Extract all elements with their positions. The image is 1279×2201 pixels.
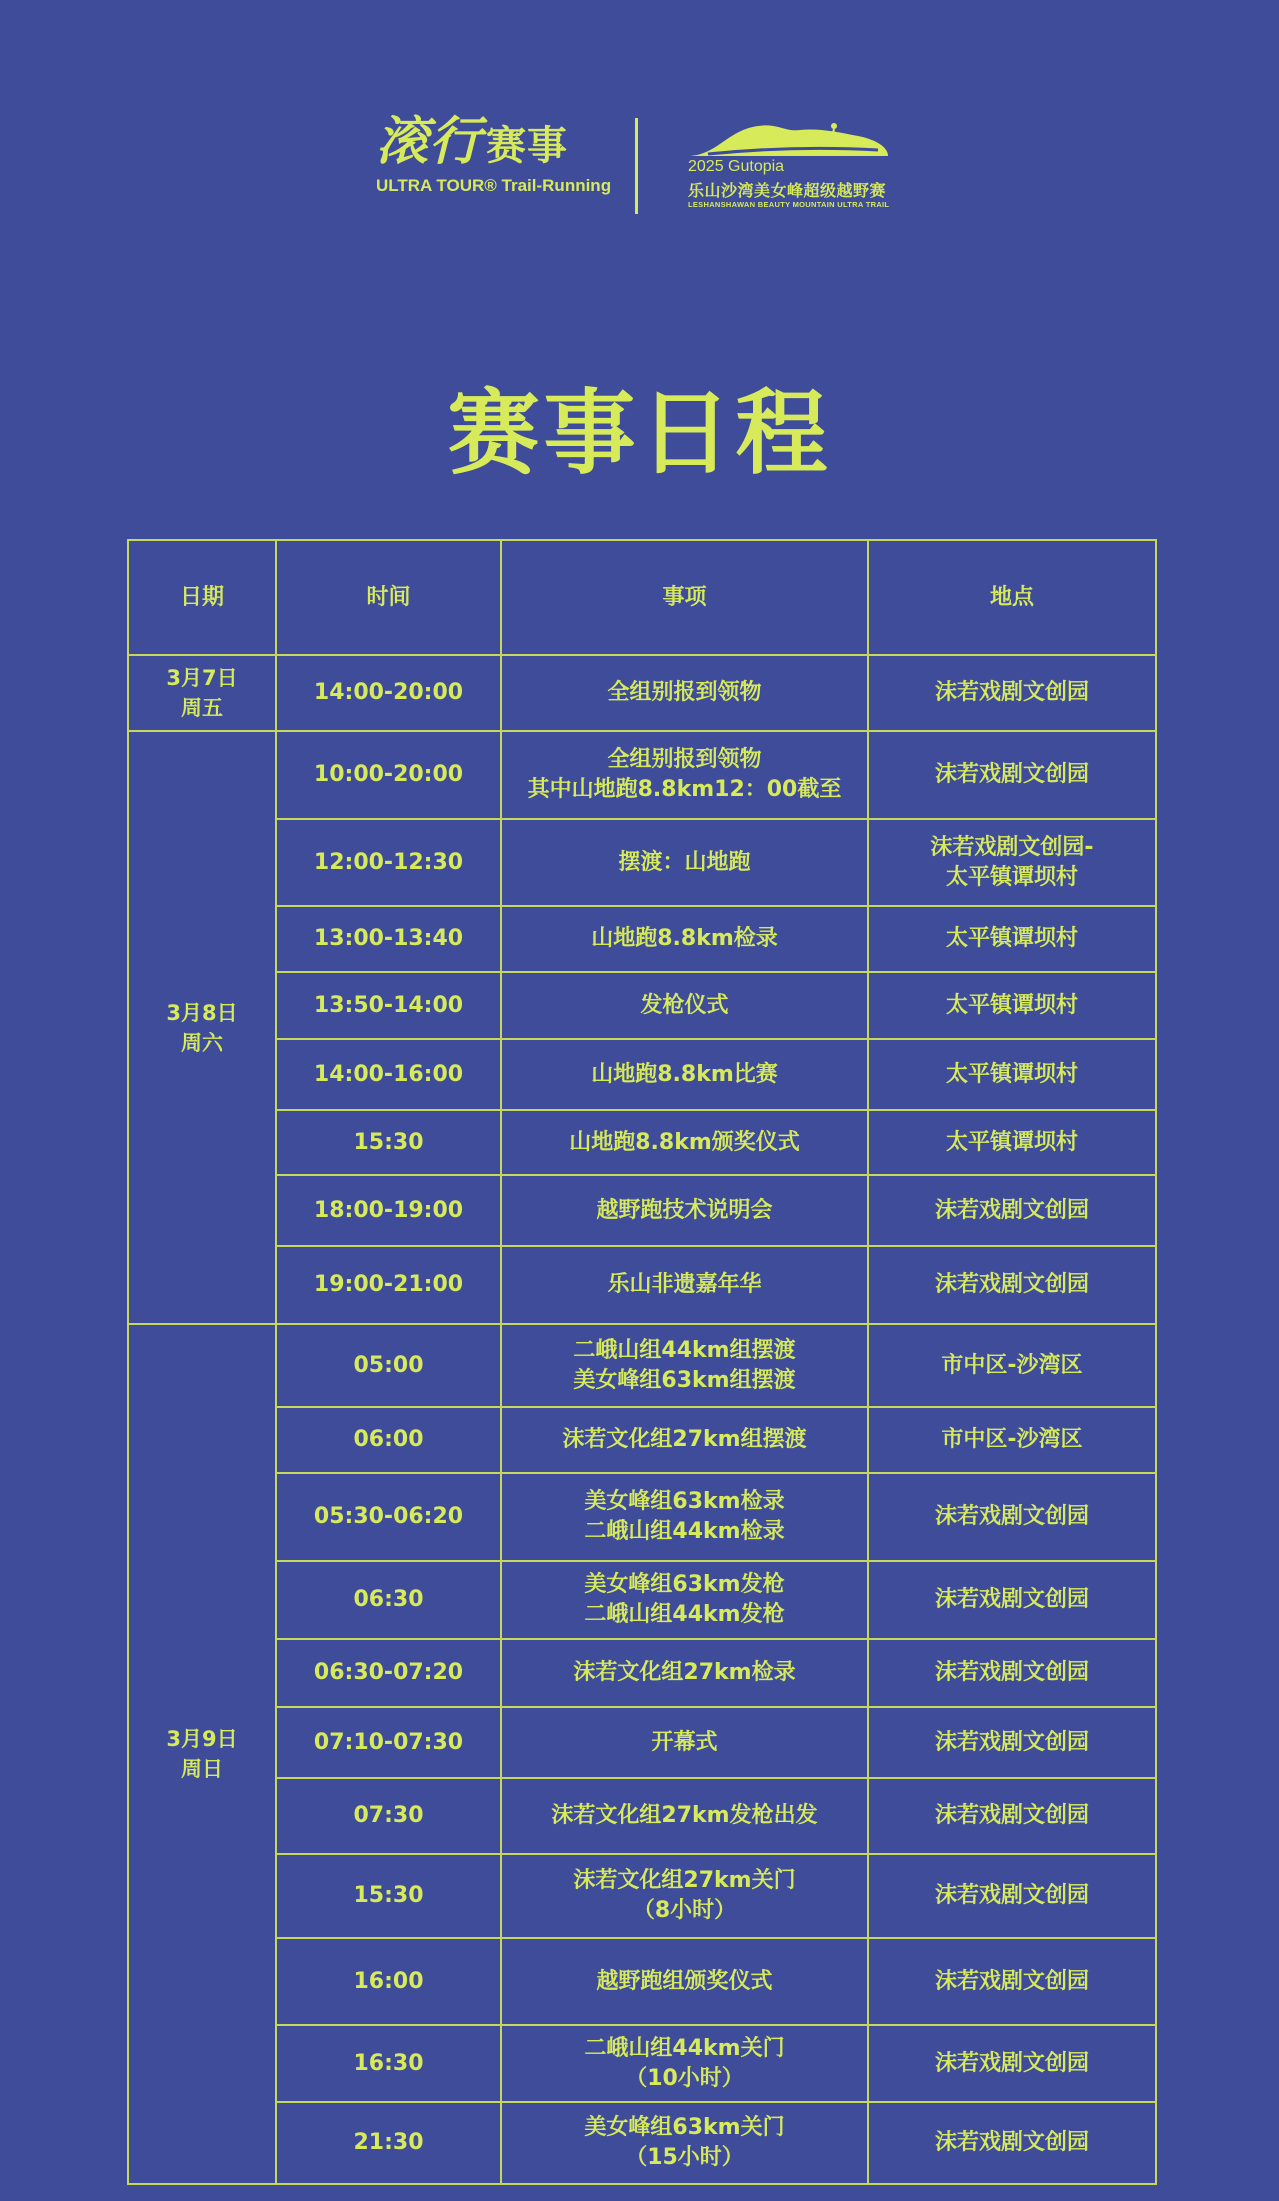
place-cell: 沫若戏剧文创园	[868, 731, 1156, 819]
item-cell: 山地跑8.8km颁奖仪式	[501, 1110, 868, 1175]
place-cell: 太平镇谭坝村	[868, 972, 1156, 1039]
header	[0, 110, 1279, 220]
table-row	[128, 655, 1156, 731]
time-cell: 16:30	[276, 2025, 501, 2102]
brand-sub-text: ULTRA TOUR® Trail-Running	[376, 176, 612, 195]
place-cell: 沫若戏剧文创园	[868, 1473, 1156, 1561]
table-row	[128, 1561, 1156, 1639]
table-row	[128, 1778, 1156, 1854]
place-cell: 沫若戏剧文创园	[868, 1854, 1156, 1938]
time-cell: 07:10-07:30	[276, 1707, 501, 1778]
schedule-table	[127, 539, 1157, 2185]
time-cell: 16:00	[276, 1938, 501, 2025]
item-cell: 开幕式	[501, 1707, 868, 1778]
place-cell: 太平镇谭坝村	[868, 906, 1156, 972]
time-cell: 05:30-06:20	[276, 1473, 501, 1561]
item-cell: 越野跑技术说明会	[501, 1175, 868, 1246]
time-cell: 13:50-14:00	[276, 972, 501, 1039]
time-cell: 10:00-20:00	[276, 731, 501, 819]
table-row	[128, 1175, 1156, 1246]
time-cell: 07:30	[276, 1778, 501, 1854]
event-year: 2025 Gutopia	[688, 158, 785, 175]
time-cell: 14:00-16:00	[276, 1039, 501, 1110]
table-row	[128, 1039, 1156, 1110]
table-row	[128, 819, 1156, 906]
time-cell: 13:00-13:40	[276, 906, 501, 972]
date-cell: 3月7日 周五	[128, 655, 276, 731]
place-cell: 沫若戏剧文创园	[868, 2025, 1156, 2102]
time-cell: 19:00-21:00	[276, 1246, 501, 1324]
item-cell: 山地跑8.8km比赛	[501, 1039, 868, 1110]
header-place: 地点	[868, 540, 1156, 655]
item-cell: 沫若文化组27km检录	[501, 1639, 868, 1707]
page-title: 赛事日程	[447, 380, 832, 487]
place-cell: 沫若戏剧文创园- 太平镇谭坝村	[868, 819, 1156, 906]
place-cell: 市中区-沙湾区	[868, 1324, 1156, 1407]
time-cell: 14:00-20:00	[276, 655, 501, 731]
place-cell: 沫若戏剧文创园	[868, 1246, 1156, 1324]
table-row	[128, 906, 1156, 972]
item-cell: 发枪仪式	[501, 972, 868, 1039]
item-cell: 全组别报到领物	[501, 655, 868, 731]
event-logo	[688, 110, 898, 220]
item-cell: 摆渡：山地跑	[501, 819, 868, 906]
time-cell: 06:00	[276, 1407, 501, 1473]
place-cell: 沫若戏剧文创园	[868, 1561, 1156, 1639]
time-cell: 05:00	[276, 1324, 501, 1407]
table-row	[128, 2102, 1156, 2184]
table-row	[128, 731, 1156, 819]
table-row	[128, 1246, 1156, 1324]
date-cell: 3月8日 周六	[128, 731, 276, 1324]
place-cell: 太平镇谭坝村	[868, 1039, 1156, 1110]
table-row	[128, 1938, 1156, 2025]
brand-main-suffix: 赛事	[486, 123, 569, 169]
event-name-en: LESHANSHAWAN BEAUTY MOUNTAIN ULTRA TRAIL	[688, 200, 890, 209]
time-cell: 06:30	[276, 1561, 501, 1639]
table-header-row	[128, 540, 1156, 655]
item-cell: 美女峰组63km关门 （15小时）	[501, 2102, 868, 2184]
brand-main-text: 滚行	[376, 112, 483, 172]
place-cell: 沫若戏剧文创园	[868, 655, 1156, 731]
item-cell: 美女峰组63km发枪 二峨山组44km发枪	[501, 1561, 868, 1639]
event-name: 乐山沙湾美女峰超级越野赛	[688, 181, 887, 200]
time-cell: 06:30-07:20	[276, 1639, 501, 1707]
header-date: 日期	[128, 540, 276, 655]
item-cell: 全组别报到领物 其中山地跑8.8km12：00截至	[501, 731, 868, 819]
item-cell: 二峨山组44km组摆渡 美女峰组63km组摆渡	[501, 1324, 868, 1407]
table-row	[128, 972, 1156, 1039]
item-cell: 沫若文化组27km关门 （8小时）	[501, 1854, 868, 1938]
header-item: 事项	[501, 540, 868, 655]
item-cell: 山地跑8.8km检录	[501, 906, 868, 972]
table-row	[128, 1407, 1156, 1473]
place-cell: 沫若戏剧文创园	[868, 1707, 1156, 1778]
place-cell: 市中区-沙湾区	[868, 1407, 1156, 1473]
time-cell: 18:00-19:00	[276, 1175, 501, 1246]
mountain-runner-icon	[688, 110, 898, 160]
table-row	[128, 1639, 1156, 1707]
place-cell: 太平镇谭坝村	[868, 1110, 1156, 1175]
time-cell: 12:00-12:30	[276, 819, 501, 906]
table-row	[128, 1854, 1156, 1938]
logo-divider	[635, 118, 638, 214]
item-cell: 乐山非遗嘉年华	[501, 1246, 868, 1324]
time-cell: 15:30	[276, 1854, 501, 1938]
place-cell: 沫若戏剧文创园	[868, 1639, 1156, 1707]
place-cell: 沫若戏剧文创园	[868, 2102, 1156, 2184]
place-cell: 沫若戏剧文创园	[868, 1778, 1156, 1854]
place-cell: 沫若戏剧文创园	[868, 1175, 1156, 1246]
item-cell: 沫若文化组27km发枪出发	[501, 1778, 868, 1854]
item-cell: 越野跑组颁奖仪式	[501, 1938, 868, 2025]
table-row	[128, 1324, 1156, 1407]
place-cell: 沫若戏剧文创园	[868, 1938, 1156, 2025]
time-cell: 21:30	[276, 2102, 501, 2184]
item-cell: 美女峰组63km检录 二峨山组44km检录	[501, 1473, 868, 1561]
table-row	[128, 1473, 1156, 1561]
table-row	[128, 1110, 1156, 1175]
date-cell: 3月9日 周日	[128, 1324, 276, 2184]
header-time: 时间	[276, 540, 501, 655]
table-row	[128, 2025, 1156, 2102]
table-row	[128, 1707, 1156, 1778]
ultra-tour-logo	[376, 112, 612, 212]
item-cell: 二峨山组44km关门 （10小时）	[501, 2025, 868, 2102]
item-cell: 沫若文化组27km组摆渡	[501, 1407, 868, 1473]
time-cell: 15:30	[276, 1110, 501, 1175]
